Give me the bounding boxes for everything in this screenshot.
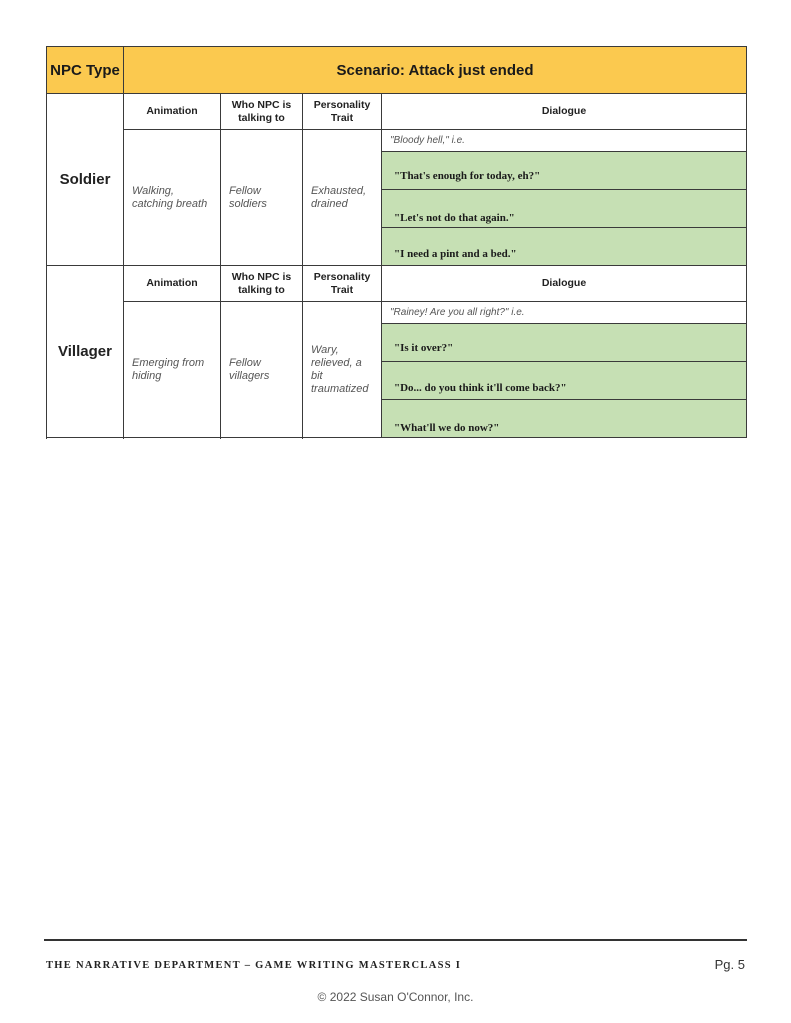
- col-who: Who NPC is talking to: [221, 266, 303, 302]
- dialogue-text: "Do... do you think it'll come back?": [394, 381, 567, 394]
- dialogue-text: "That's enough for today, eh?": [394, 169, 541, 182]
- col-dialogue: Dialogue: [382, 266, 747, 302]
- dialogue-text: "Let's not do that again.": [394, 211, 515, 224]
- col-dialogue: Dialogue: [382, 94, 747, 130]
- header-scenario: Scenario: Attack just ended: [124, 47, 747, 94]
- villager-dialogue-line: [382, 362, 747, 400]
- npc-dialogue-table: [46, 46, 747, 438]
- col-animation: Animation: [124, 266, 221, 302]
- col-trait: Personality Trait: [303, 94, 382, 130]
- villager-animation: Emerging from hiding: [124, 302, 221, 438]
- page-number: Pg. 5: [714, 957, 745, 972]
- dialogue-text: "I need a pint and a bed.": [394, 247, 517, 260]
- soldier-animation: Walking, catching breath: [124, 130, 221, 266]
- col-animation: Animation: [124, 94, 221, 130]
- dialogue-text: "Is it over?": [394, 341, 454, 354]
- soldier-dialogue-line: [382, 152, 747, 190]
- soldier-trait: Exhausted, drained: [303, 130, 382, 266]
- dialogue-text: "What'll we do now?": [394, 421, 500, 434]
- col-who: Who NPC is talking to: [221, 94, 303, 130]
- villager-dialogue-line: [382, 324, 747, 362]
- villager-dialogue-line: [382, 400, 747, 438]
- villager-trait: Wary, relieved, a bit traumatized: [303, 302, 382, 438]
- footer-title: THE NARRATIVE DEPARTMENT – GAME WRITING MASTERCLASS I: [46, 960, 462, 971]
- header-npc-type: NPC Type: [47, 47, 124, 94]
- soldier-who: Fellow soldiers: [221, 130, 303, 266]
- col-trait: Personality Trait: [303, 266, 382, 302]
- soldier-dialogue-example: "Bloody hell," i.e.: [382, 130, 747, 152]
- row-name-soldier: Soldier: [47, 94, 124, 266]
- copyright: © 2022 Susan O'Connor, Inc.: [317, 990, 474, 1004]
- footer-divider: [44, 939, 747, 941]
- villager-dialogue-example: "Rainey! Are you all right?" i.e.: [382, 302, 747, 324]
- villager-who: Fellow villagers: [221, 302, 303, 438]
- soldier-dialogue-line: [382, 228, 747, 266]
- row-name-villager: Villager: [47, 266, 124, 438]
- soldier-dialogue-line: [382, 190, 747, 228]
